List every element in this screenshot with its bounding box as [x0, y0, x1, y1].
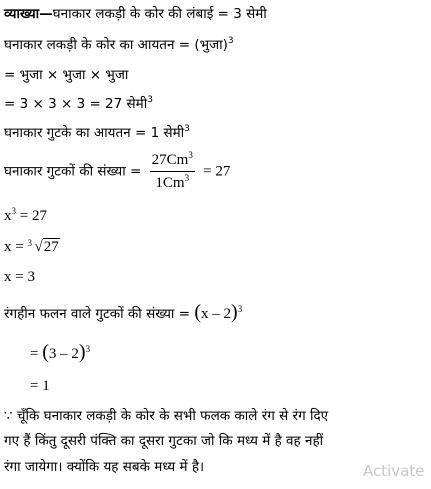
line-8 [4, 238, 60, 256]
volume-fraction [150, 150, 195, 193]
line-11: = (3 – 2)$^3$ [30, 341, 91, 363]
line-5 [4, 124, 190, 142]
line-5-exponent: 3 [184, 124, 190, 134]
line-13-text: ∵ चूँकि घनाकार लकड़ी के कोर के सभी फलक काले रंग से रंग दिए [4, 408, 329, 424]
line-6 [4, 150, 230, 193]
line-4 [4, 95, 153, 113]
fraction-denominator: 1Cm$^3$ [155, 173, 190, 191]
line-6-result: = 27 [203, 163, 231, 180]
line-8-lhs: x = [4, 239, 24, 255]
line-14-text: गए हैं किंतु दूसरी पंक्ति का दूसरा गुटका जो कि मध्य में है वह नहीं [4, 433, 324, 449]
line-7-base: x [4, 208, 12, 224]
line-2-exponent: 3 [227, 36, 234, 46]
line-14 [4, 432, 323, 450]
line-10-exponent: 3 [237, 304, 243, 314]
explanation-heading: व्याख्या— [4, 6, 53, 22]
line-9-text: x = 3 [4, 269, 35, 285]
cube-root: 3 √27 [27, 238, 59, 256]
radicand: 27 [43, 239, 59, 255]
line-10-text: रंगहीन फलन वाले गुटकों की संख्या = [4, 306, 191, 322]
line-3 [4, 66, 128, 84]
line-7 [4, 207, 47, 225]
line-15-text: रंगा जायेगा। क्योंकि यह सबके मध्य में है। [4, 459, 205, 475]
line-11-eq: = [30, 346, 39, 362]
line-15 [4, 458, 204, 476]
line-1-text: घनाकार लकड़ी के कोर की लंबाई = 3 सेमी [52, 6, 267, 22]
line-6-text: घनाकार गुटकों की संख्या = [4, 163, 142, 180]
line-10-expr: x – 2 [201, 306, 232, 322]
fraction-numerator: 27Cm$^3$ [150, 150, 195, 172]
line-4-text: = 3 × 3 × 3 = 27 सेमी [4, 96, 148, 112]
line-3-text: = भुजा × भुजा × भुजा [4, 67, 129, 83]
line-12 [30, 377, 50, 395]
line-2-text: घनाकार लकड़ी के कोर का आयतन = (भुजा) [4, 37, 228, 53]
line-10: रंगहीन फलन वाले गुटकों की संख्या = (x – 2)$^3$ [4, 301, 243, 323]
line-13 [4, 407, 328, 425]
line-2 [4, 36, 234, 54]
line-7-rest: = 27 [19, 208, 47, 224]
root-index: 3 [27, 238, 32, 248]
line-12-text: = 1 [30, 378, 50, 394]
line-7-exponent: 3 [11, 206, 16, 216]
line-11-exponent: 3 [85, 344, 91, 354]
line-9 [4, 268, 35, 286]
line-1 [4, 5, 267, 23]
line-5-text: घनाकार गुटके का आयतन = 1 सेमी [4, 125, 185, 141]
activate-watermark: Activate [363, 462, 425, 480]
line-4-exponent: 3 [147, 95, 153, 105]
line-11-expr: 3 – 2 [48, 346, 79, 362]
